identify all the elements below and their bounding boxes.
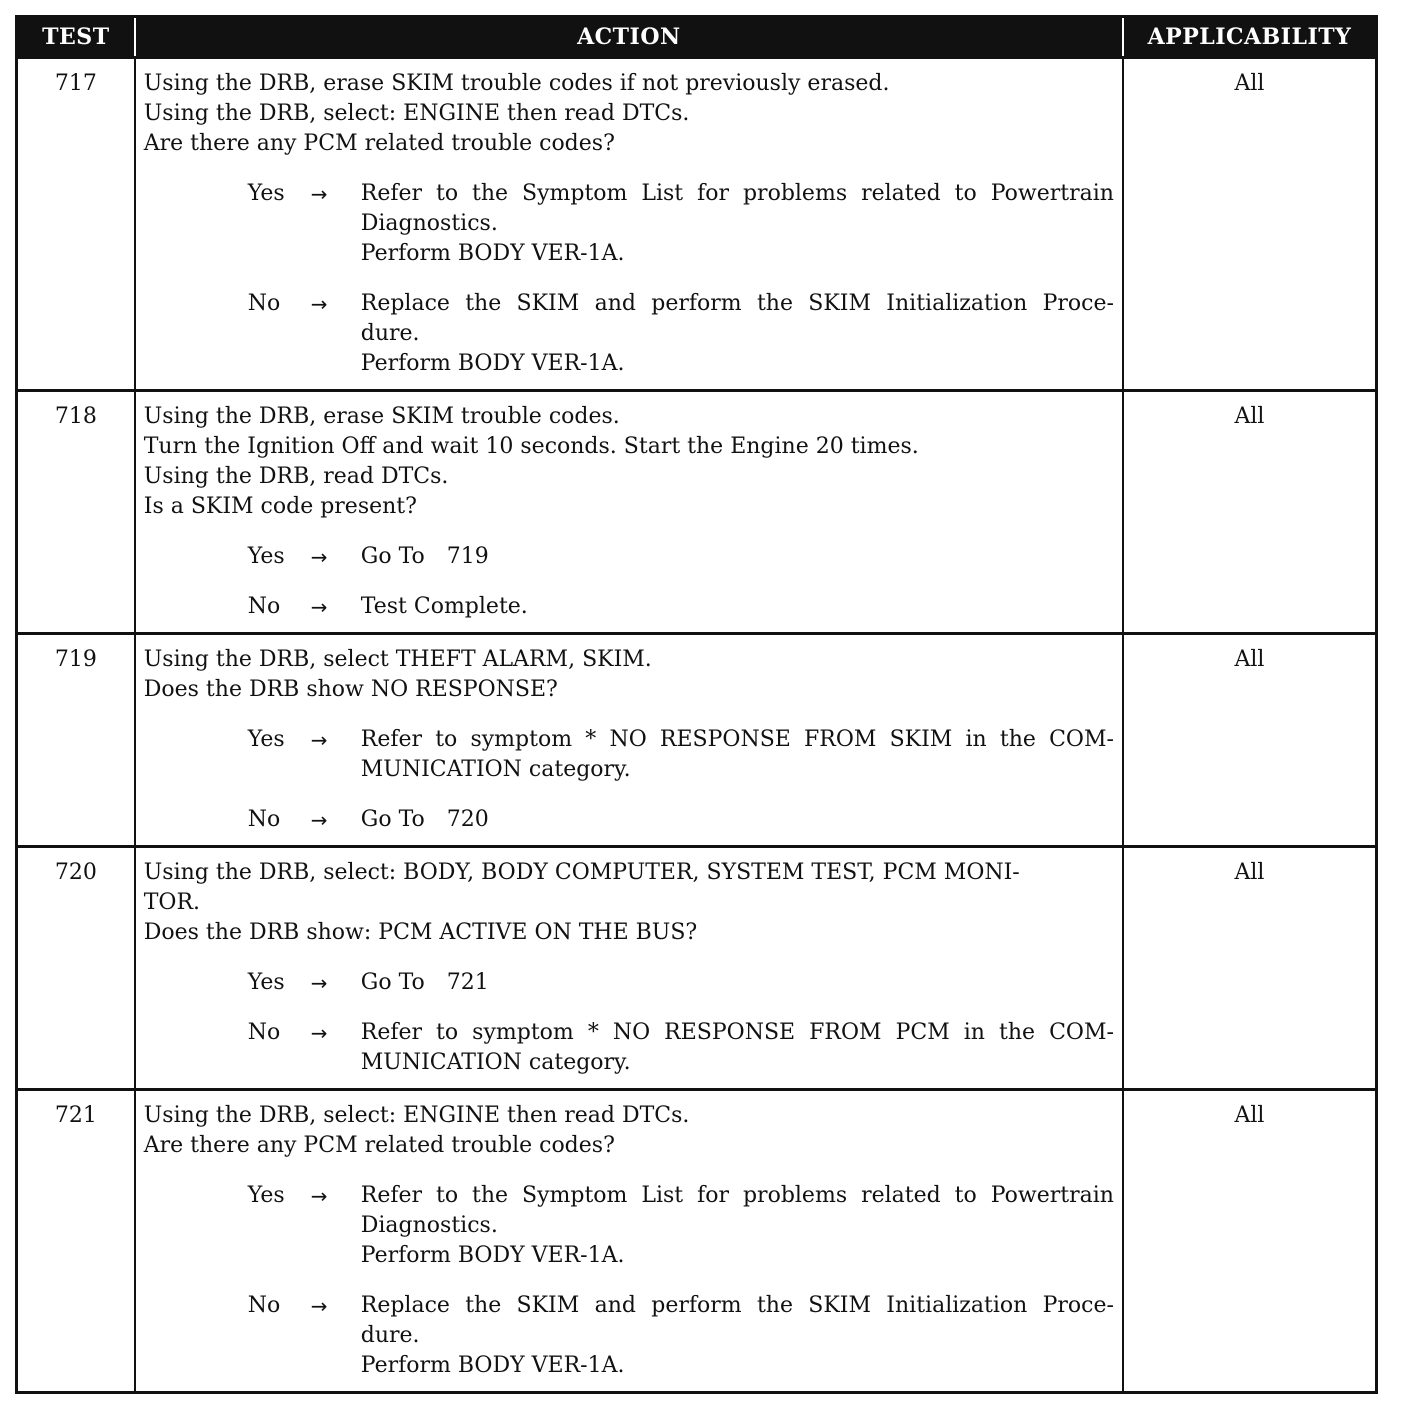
- table-row: [17, 58, 1377, 391]
- answer-text: [361, 289, 1114, 379]
- test-number: 717: [17, 58, 135, 391]
- goto-test-link[interactable]: 721: [446, 970, 489, 995]
- answer-label: No: [247, 1293, 281, 1318]
- diagnostic-test-table: [15, 15, 1378, 1394]
- applicability-value: All: [1123, 1090, 1377, 1393]
- answer-yes: [144, 1181, 1114, 1271]
- action-step: Does the DRB show: PCM ACTIVE ON THE BUS?: [143, 920, 698, 945]
- action-step: Using the DRB, select: BODY, BODY COMPUTER, SYSTEM TEST, PCM MONI-: [143, 860, 1020, 885]
- answer-line: MUNICATION category.: [360, 1050, 631, 1075]
- action-cell: [135, 634, 1123, 847]
- action-step: Using the DRB, read DTCs.: [143, 464, 449, 489]
- answer-text: [361, 1018, 1114, 1078]
- action-cell: [135, 1090, 1123, 1393]
- answer-no: [144, 1018, 1114, 1078]
- answer-line: dure.: [360, 1323, 420, 1348]
- right-arrow-icon: →: [310, 292, 328, 316]
- column-header-test: TEST: [17, 17, 135, 58]
- answer-no: [144, 1291, 1114, 1381]
- answer-label: No: [247, 1020, 281, 1045]
- answer-no: [144, 289, 1114, 379]
- answer-line: Diagnostics.: [360, 211, 498, 236]
- table-header-row: [17, 17, 1377, 58]
- answer-text: [361, 1181, 1114, 1271]
- action-step: Using the DRB, erase SKIM trouble codes if not previously erased.: [143, 71, 890, 96]
- right-arrow-icon: →: [310, 545, 328, 569]
- answer-yes: [144, 968, 1114, 998]
- action-step: Turn the Ignition Off and wait 10 seconds. Start the Engine 20 times.: [143, 434, 919, 459]
- applicability-value: All: [1123, 634, 1377, 847]
- table-row: [17, 634, 1377, 847]
- answer-text: [361, 968, 1114, 998]
- answer-label: Yes: [247, 970, 285, 995]
- action-step: Are there any PCM related trouble codes?: [143, 1133, 615, 1158]
- action-cell: [135, 391, 1123, 634]
- answer-line: Replace the SKIM and perform the SKIM Initialization Proce-: [360, 291, 1114, 316]
- answer-line: Refer to symptom * NO RESPONSE FROM PCM in the COM-: [360, 1020, 1114, 1045]
- table-row: [17, 391, 1377, 634]
- answer-text: [361, 805, 1114, 835]
- answer-line: Perform BODY VER-1A.: [360, 1243, 625, 1268]
- column-header-action: ACTION: [135, 17, 1123, 58]
- answer-line: Perform BODY VER-1A.: [360, 1353, 625, 1378]
- action-step: Are there any PCM related trouble codes?: [143, 131, 615, 156]
- answer-label: No: [247, 594, 281, 619]
- answer-label: Yes: [247, 1183, 285, 1208]
- goto-label: Go To: [360, 544, 425, 569]
- right-arrow-icon: →: [310, 182, 328, 206]
- action-step: Does the DRB show NO RESPONSE?: [143, 677, 558, 702]
- answer-text: [361, 725, 1114, 785]
- right-arrow-icon: →: [310, 1184, 328, 1208]
- table-row: [17, 1090, 1377, 1393]
- test-number: 721: [17, 1090, 135, 1393]
- goto-test-link[interactable]: 719: [446, 544, 489, 569]
- answer-label: Yes: [247, 727, 285, 752]
- applicability-value: All: [1123, 847, 1377, 1090]
- answer-label: Yes: [247, 181, 285, 206]
- answer-line: Test Complete.: [360, 594, 528, 619]
- answer-text: [361, 1291, 1114, 1381]
- answer-line: Refer to symptom * NO RESPONSE FROM SKIM in the COM-: [360, 727, 1114, 752]
- table-row: [17, 847, 1377, 1090]
- test-number: 718: [17, 391, 135, 634]
- answer-line: MUNICATION category.: [360, 757, 631, 782]
- goto-label: Go To: [360, 970, 425, 995]
- answer-label: Yes: [247, 544, 285, 569]
- applicability-value: All: [1123, 391, 1377, 634]
- right-arrow-icon: →: [310, 971, 328, 995]
- answer-no: [144, 805, 1114, 835]
- answer-line: dure.: [360, 321, 420, 346]
- answer-line: Diagnostics.: [360, 1213, 498, 1238]
- answer-line: Refer to the Symptom List for problems related to Powertrain: [360, 181, 1114, 206]
- answer-label: No: [247, 291, 281, 316]
- right-arrow-icon: →: [310, 595, 328, 619]
- action-step: Using the DRB, select: ENGINE then read DTCs.: [143, 1103, 690, 1128]
- action-cell: [135, 847, 1123, 1090]
- answer-line: Perform BODY VER-1A.: [360, 241, 625, 266]
- action-step: Using the DRB, select THEFT ALARM, SKIM.: [143, 647, 652, 672]
- right-arrow-icon: →: [310, 808, 328, 832]
- answer-text: [361, 592, 1114, 622]
- action-step: Using the DRB, erase SKIM trouble codes.: [143, 404, 620, 429]
- answer-label: No: [247, 807, 281, 832]
- answer-yes: [144, 725, 1114, 785]
- test-number: 720: [17, 847, 135, 1090]
- answer-no: [144, 592, 1114, 622]
- answer-line: Refer to the Symptom List for problems related to Powertrain: [360, 1183, 1114, 1208]
- action-step: Is a SKIM code present?: [143, 494, 417, 519]
- answer-yes: [144, 179, 1114, 269]
- answer-line: Replace the SKIM and perform the SKIM Initialization Proce-: [360, 1293, 1114, 1318]
- goto-test-link[interactable]: 720: [446, 807, 489, 832]
- applicability-value: All: [1123, 58, 1377, 391]
- answer-yes: [144, 542, 1114, 572]
- answer-text: [361, 542, 1114, 572]
- right-arrow-icon: →: [310, 728, 328, 752]
- action-cell: [135, 58, 1123, 391]
- right-arrow-icon: →: [310, 1021, 328, 1045]
- table-body: [17, 58, 1377, 1393]
- test-number: 719: [17, 634, 135, 847]
- answer-text: [361, 179, 1114, 269]
- action-step: Using the DRB, select: ENGINE then read DTCs.: [143, 101, 690, 126]
- action-step: TOR.: [143, 890, 201, 915]
- answer-line: Perform BODY VER-1A.: [360, 351, 625, 376]
- goto-label: Go To: [360, 807, 425, 832]
- column-header-applicability: APPLICABILITY: [1123, 17, 1377, 58]
- right-arrow-icon: →: [310, 1294, 328, 1318]
